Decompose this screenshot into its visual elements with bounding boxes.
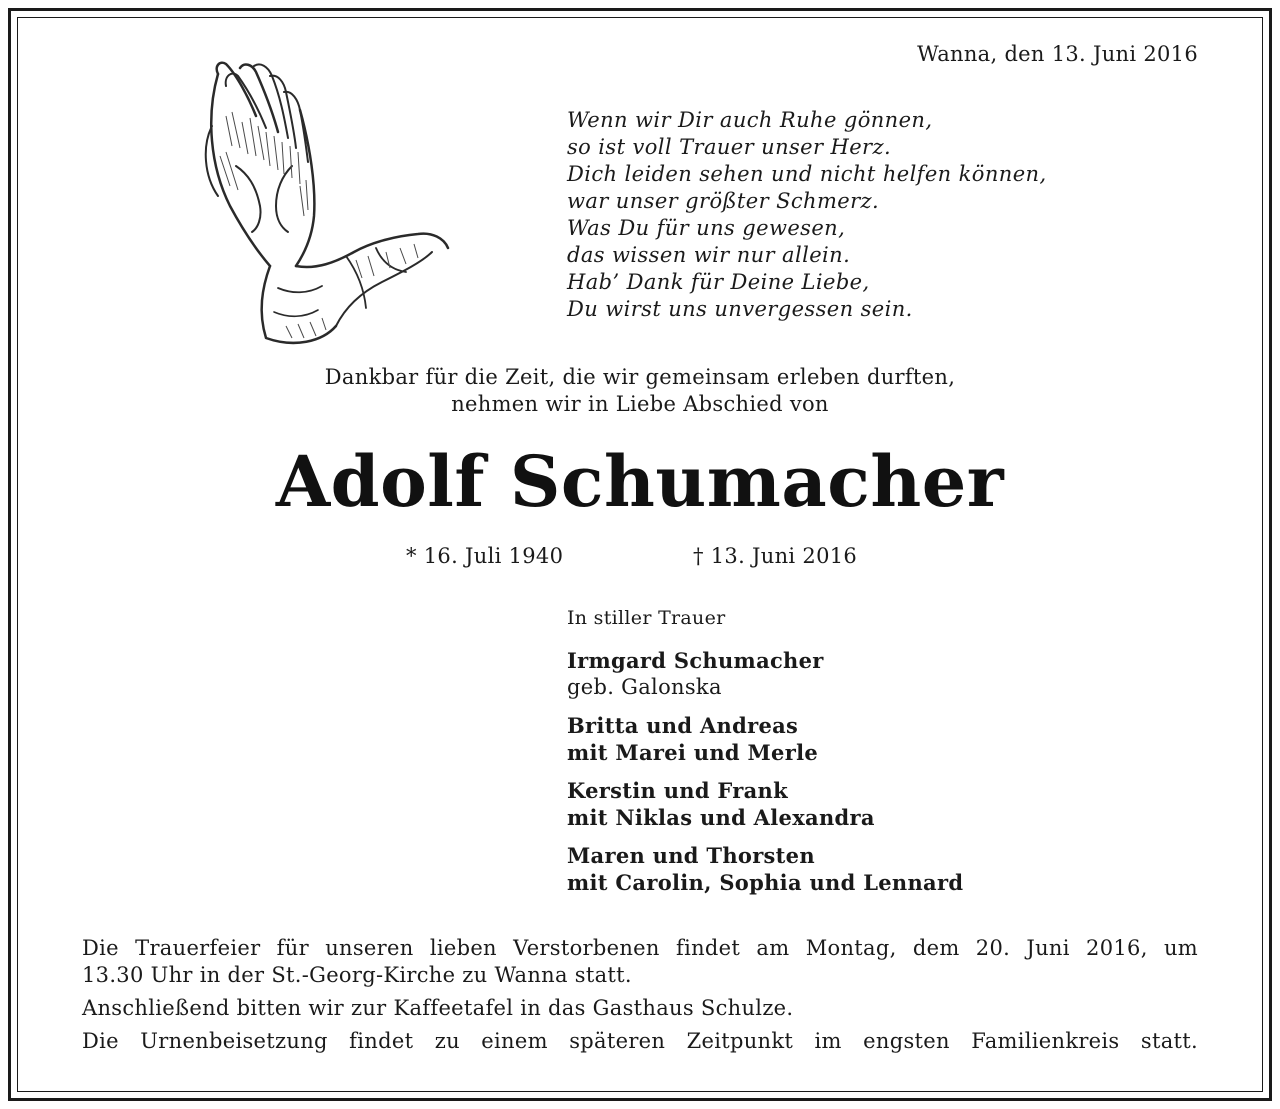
poem-line: so ist voll Trauer unser Herz. [567,135,892,159]
intro-line: nehmen wir in Liebe Abschied von [451,392,829,416]
place-date: Wanna, den 13. Juni 2016 [917,42,1198,66]
ceremony-line: 13.30 Uhr in der St.-Georg-Kirche zu Wanna statt. [82,963,632,987]
funeral-notice [82,935,1198,1061]
mourners-intro: In stiller Trauer [567,607,726,629]
mourner-name: Maren und Thorsten [567,843,815,868]
ceremony-paragraph [82,935,1198,989]
mourners-list [567,647,963,907]
mourner-detail: mit Carolin, Sophia und Lennard [567,870,964,895]
poem-line: Du wirst uns unvergessen sein. [567,297,913,321]
mourner-detail: geb. Galonska [567,675,722,699]
ceremony-line: Die Trauerfeier für unseren lieben Verstorbenen findet am Montag, dem 20. Juni 2016, um [82,936,1198,960]
poem-line: Dich leiden sehen und nicht helfen können, [567,162,1047,186]
poem [567,107,1047,323]
poem-line: Was Du für uns gewesen, [567,216,846,240]
poem-line: das wissen wir nur allein. [567,243,851,267]
mourner-name: Kerstin und Frank [567,778,788,803]
birth-date: * 16. Juli 1940 [406,544,564,568]
mourner-group [567,712,963,766]
mourner-group [567,647,963,701]
mourner-group [567,842,963,896]
intro-line: Dankbar für die Zeit, die wir gemeinsam erleben durften, [324,365,956,389]
intro-text [0,364,1280,418]
praying-hands-icon [196,56,456,348]
mourner-group [567,777,963,831]
urn-paragraph: Die Urnenbeisetzung findet zu einem späteren Zeitpunkt im engsten Familienkreis statt. [82,1029,1198,1053]
mourner-name: Irmgard Schumacher [567,648,824,673]
poem-line: war unser größter Schmerz. [567,189,880,213]
death-date: † 13. Juni 2016 [693,544,858,568]
coffee-paragraph: Anschließend bitten wir zur Kaffeetafel in das Gasthaus Schulze. [82,996,794,1020]
mourner-detail: mit Niklas und Alexandra [567,805,875,830]
deceased-name: Adolf Schumacher [275,440,1005,523]
mourner-name: Britta und Andreas [567,713,799,738]
mourner-detail: mit Marei und Merle [567,740,819,765]
poem-line: Wenn wir Dir auch Ruhe gönnen, [567,108,933,132]
poem-line: Hab’ Dank für Deine Liebe, [567,270,870,294]
